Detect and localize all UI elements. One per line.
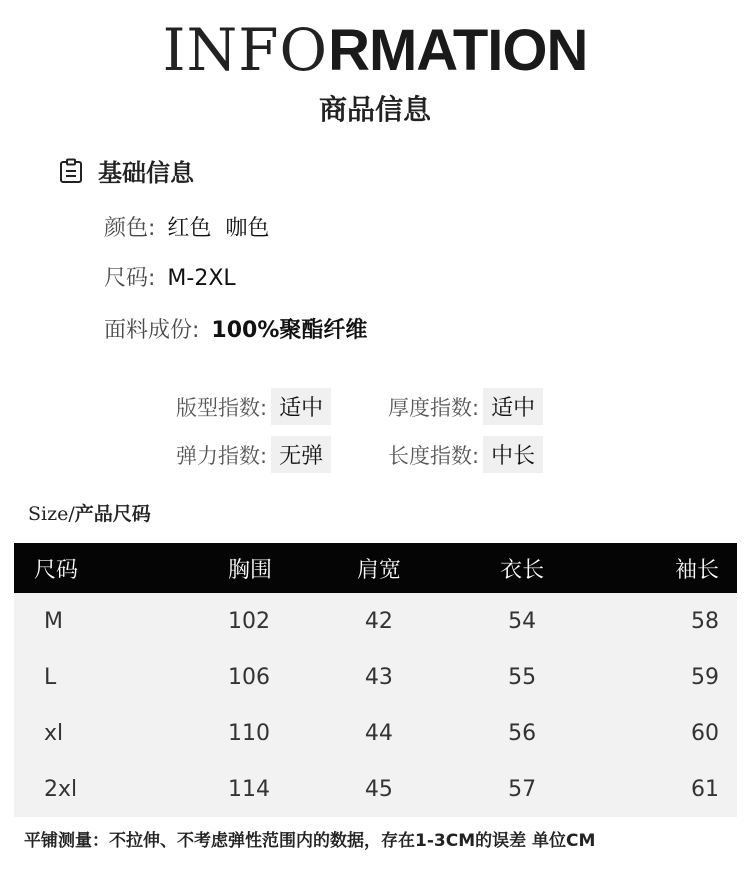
- size-table: [14, 543, 737, 817]
- fabric-value: 100%聚酯纤维: [211, 318, 368, 343]
- table-row: [14, 705, 737, 761]
- cell-shoulder: 44: [307, 705, 450, 761]
- page-title-light: INFO: [162, 16, 329, 84]
- thickness-index-value: 适中: [483, 388, 543, 425]
- header-size: 尺码: [34, 557, 79, 583]
- fit-index-value: 适中: [271, 388, 331, 425]
- stretch-index-value: 无弹: [271, 436, 331, 473]
- cell-length: 54: [451, 593, 594, 649]
- page-title: [0, 18, 750, 83]
- length-index-label: 长度指数:: [388, 443, 480, 468]
- cell-sleeve: 61: [594, 761, 737, 817]
- color-label: 颜色:: [104, 216, 156, 241]
- cell-sleeve: 59: [594, 649, 737, 705]
- color-row: [104, 211, 269, 242]
- header-length: 衣长: [500, 557, 545, 583]
- cell-shoulder: 43: [307, 649, 450, 705]
- size-row: [104, 261, 236, 292]
- cell-chest: 110: [164, 705, 307, 761]
- header-sleeve: 袖长: [674, 557, 719, 583]
- page-title-bold: RMATION: [328, 18, 588, 83]
- table-row: [14, 649, 737, 705]
- cell-size: M: [14, 593, 164, 649]
- size-caption-en: Size/: [28, 503, 75, 525]
- fit-index: [176, 388, 331, 425]
- cell-length: 57: [451, 761, 594, 817]
- cell-size: xl: [14, 705, 164, 761]
- header-chest: 胸围: [228, 557, 273, 583]
- size-label: 尺码:: [104, 266, 156, 291]
- thickness-index-label: 厚度指数:: [388, 395, 480, 420]
- table-row: [14, 593, 737, 649]
- size-caption: [28, 499, 151, 526]
- measurement-footnote: 平铺测量：不拉伸、不考虑弹性范围内的数据，存在1-3CM的误差 单位CM: [24, 831, 596, 851]
- basic-info-heading: [58, 153, 194, 188]
- table-row: [14, 761, 737, 817]
- cell-size: L: [14, 649, 164, 705]
- cell-sleeve: 58: [594, 593, 737, 649]
- cell-chest: 102: [164, 593, 307, 649]
- length-index-value: 中长: [483, 436, 543, 473]
- size-value: M-2XL: [167, 266, 236, 291]
- size-table-header: [14, 543, 737, 593]
- cell-shoulder: 45: [307, 761, 450, 817]
- fabric-row: [104, 313, 367, 344]
- fabric-label: 面料成份:: [104, 318, 200, 343]
- cell-length: 55: [451, 649, 594, 705]
- page-subtitle: 商品信息: [318, 93, 431, 126]
- stretch-index: [176, 436, 331, 473]
- length-index: [388, 436, 543, 473]
- cell-chest: 114: [164, 761, 307, 817]
- thickness-index: [388, 388, 543, 425]
- cell-size: 2xl: [14, 761, 164, 817]
- cell-sleeve: 60: [594, 705, 737, 761]
- fit-index-label: 版型指数:: [176, 395, 268, 420]
- cell-chest: 106: [164, 649, 307, 705]
- size-caption-cn: 产品尺码: [74, 503, 151, 525]
- basic-info-heading-text: 基础信息: [98, 159, 194, 187]
- color-value: 红色 咖色: [167, 216, 270, 241]
- cell-shoulder: 42: [307, 593, 450, 649]
- cell-length: 56: [451, 705, 594, 761]
- stretch-index-label: 弹力指数:: [176, 443, 268, 468]
- header-shoulder: 肩宽: [356, 557, 401, 583]
- clipboard-icon: [58, 158, 84, 184]
